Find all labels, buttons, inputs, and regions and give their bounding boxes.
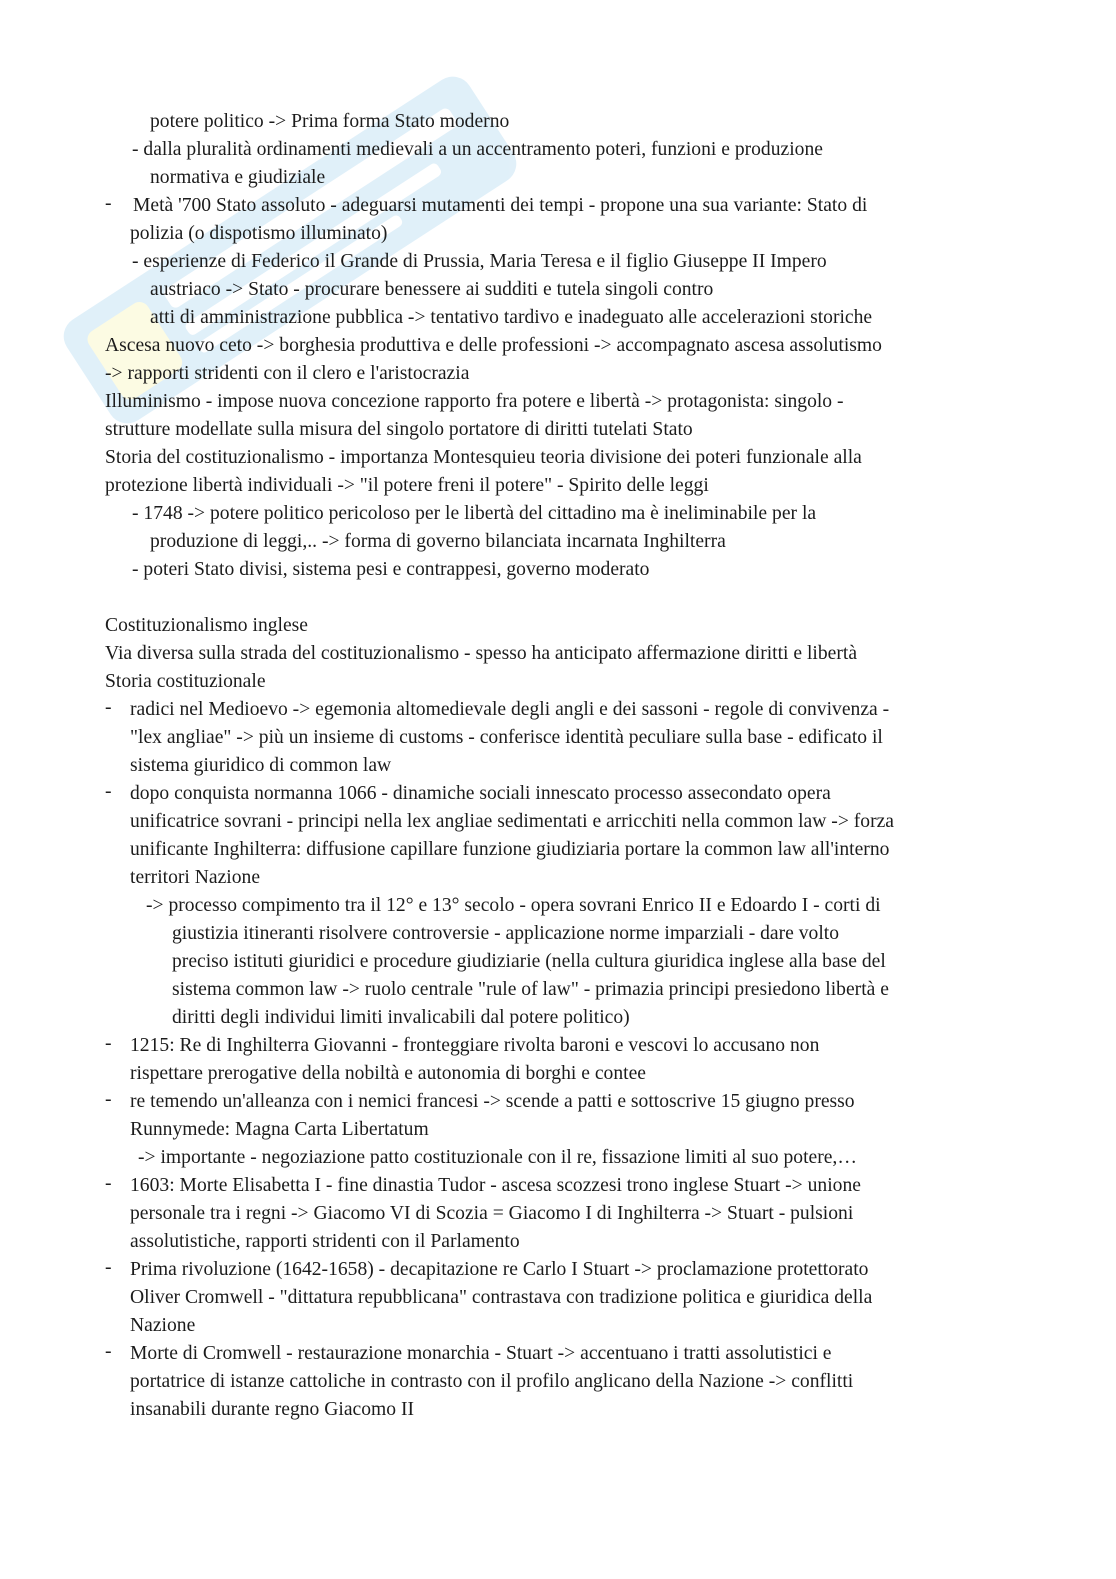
- text-line: potere politico -> Prima forma Stato moderno: [150, 111, 510, 132]
- text-line: portatrice di istanze cattoliche in contrasto con il profilo anglicano della Nazione -> conflitti: [130, 1371, 854, 1392]
- text-line: polizia (o dispotismo illuminato): [130, 223, 388, 244]
- bullet-dash: -: [105, 697, 112, 718]
- text-line: Illuminismo - impose nuova concezione rapporto fra potere e libertà -> protagonista: singolo -: [105, 391, 844, 412]
- text-line: strutture modellate sulla misura del singolo portatore di diritti tutelati Stato: [105, 419, 693, 440]
- section-heading: Costituzionalismo inglese: [105, 615, 308, 636]
- text-line: giustizia itineranti risolvere controversie - applicazione norme imparziali - dare volto: [172, 923, 840, 944]
- text-line: austriaco -> Stato - procurare benessere ai sudditi e tutela singoli contro: [150, 279, 714, 300]
- text-line: assolutistiche, rapporti stridenti con il Parlamento: [130, 1231, 520, 1252]
- bullet-dash: -: [105, 1033, 112, 1054]
- text-line: dopo conquista normanna 1066 - dinamiche sociali innescato processo assecondato opera: [130, 783, 831, 804]
- text-line: unificatrice sovrani - principi nella lex angliae sedimentati e arricchiti nella common law -> forza: [130, 811, 895, 832]
- text-line: Storia costituzionale: [105, 671, 266, 692]
- text-line: - 1748 -> potere politico pericoloso per le libertà del cittadino ma è ineliminabile per la: [132, 503, 817, 524]
- text-line: -> processo compimento tra il 12° e 13° secolo - opera sovrani Enrico II e Edoardo I - corti di: [146, 895, 881, 916]
- text-line: sistema giuridico di common law: [130, 755, 392, 776]
- text-line: Prima rivoluzione (1642-1658) - decapitazione re Carlo I Stuart -> proclamazione protettorato: [130, 1259, 869, 1280]
- text-line: insanabili durante regno Giacomo II: [130, 1399, 415, 1420]
- text-line: rispettare prerogative della nobiltà e autonomia di borghi e contee: [130, 1063, 646, 1084]
- text-line: preciso istituti giuridici e procedure giudiziarie (nella cultura giuridica inglese alla base del: [172, 951, 886, 972]
- text-line: protezione libertà individuali -> "il potere freni il potere" - Spirito delle leggi: [105, 475, 709, 496]
- text-line: 1215: Re di Inghilterra Giovanni - fronteggiare rivolta baroni e vescovi lo accusano non: [130, 1035, 820, 1056]
- text-line: personale tra i regni -> Giacomo VI di Scozia = Giacomo I di Inghilterra -> Stuart - pulsioni: [130, 1203, 854, 1224]
- bullet-dash: -: [105, 1341, 112, 1362]
- text-line: Metà '700 Stato assoluto - adeguarsi mutamenti dei tempi - propone una sua variante: Stato di: [133, 195, 868, 216]
- text-line: unificante Inghilterra: diffusione capillare funzione giudiziaria portare la common law all'interno: [130, 839, 890, 860]
- text-line: produzione di leggi,.. -> forma di governo bilanciata incarnata Inghilterra: [150, 531, 726, 552]
- text-line: -> importante - negoziazione patto costituzionale con il re, fissazione limiti al suo potere,…: [138, 1147, 857, 1168]
- text-line: - poteri Stato divisi, sistema pesi e contrappesi, governo moderato: [132, 559, 650, 580]
- text-line: radici nel Medioevo -> egemonia altomedievale degli angli e dei sassoni - regole di convivenza -: [130, 699, 890, 720]
- text-line: Ascesa nuovo ceto -> borghesia produttiva e delle professioni -> accompagnato ascesa assolutismo: [105, 335, 882, 356]
- text-line: Nazione: [130, 1315, 196, 1336]
- text-line: Runnymede: Magna Carta Libertatum: [130, 1119, 429, 1140]
- bullet-dash: -: [105, 193, 112, 214]
- bullet-dash: -: [105, 1089, 112, 1110]
- bullet-dash: -: [105, 1173, 112, 1194]
- bullet-dash: -: [105, 781, 112, 802]
- bullet-dash: -: [105, 1257, 112, 1278]
- text-line: normativa e giudiziale: [150, 167, 326, 188]
- text-line: "lex angliae" -> più un insieme di customs - conferisce identità peculiare sulla base - edificato il: [130, 727, 883, 748]
- text-line: - dalla pluralità ordinamenti medievali a un accentramento poteri, funzioni e produzione: [132, 139, 823, 160]
- text-line: - esperienze di Federico il Grande di Prussia, Maria Teresa e il figlio Giuseppe II Impero: [132, 251, 827, 272]
- text-line: territori Nazione: [130, 867, 261, 888]
- text-line: Storia del costituzionalismo - importanza Montesquieu teoria divisione dei poteri funzionale alla: [105, 447, 862, 468]
- text-line: diritti degli individui limiti invalicabili dal potere politico): [172, 1007, 630, 1028]
- text-line: re temendo un'alleanza con i nemici francesi -> scende a patti e sottoscrive 15 giugno presso: [130, 1091, 855, 1112]
- text-line: Morte di Cromwell - restaurazione monarchia - Stuart -> accentuano i tratti assolutistici e: [130, 1343, 832, 1364]
- text-line: atti di amministrazione pubblica -> tentativo tardivo e inadeguato alle accelerazioni storiche: [150, 307, 873, 328]
- text-line: 1603: Morte Elisabetta I - fine dinastia Tudor - ascesa scozzesi trono inglese Stuart -> unione: [130, 1175, 861, 1196]
- text-line: Oliver Cromwell - "dittatura repubblicana" contrastava con tradizione politica e giuridica della: [130, 1287, 873, 1308]
- text-line: -> rapporti stridenti con il clero e l'aristocrazia: [105, 363, 470, 384]
- text-line: sistema common law -> ruolo centrale "rule of law" - primazia principi presiedono libertà e: [172, 979, 889, 1000]
- text-line: Via diversa sulla strada del costituzionalismo - spesso ha anticipato affermazione diritti e libertà: [105, 643, 858, 664]
